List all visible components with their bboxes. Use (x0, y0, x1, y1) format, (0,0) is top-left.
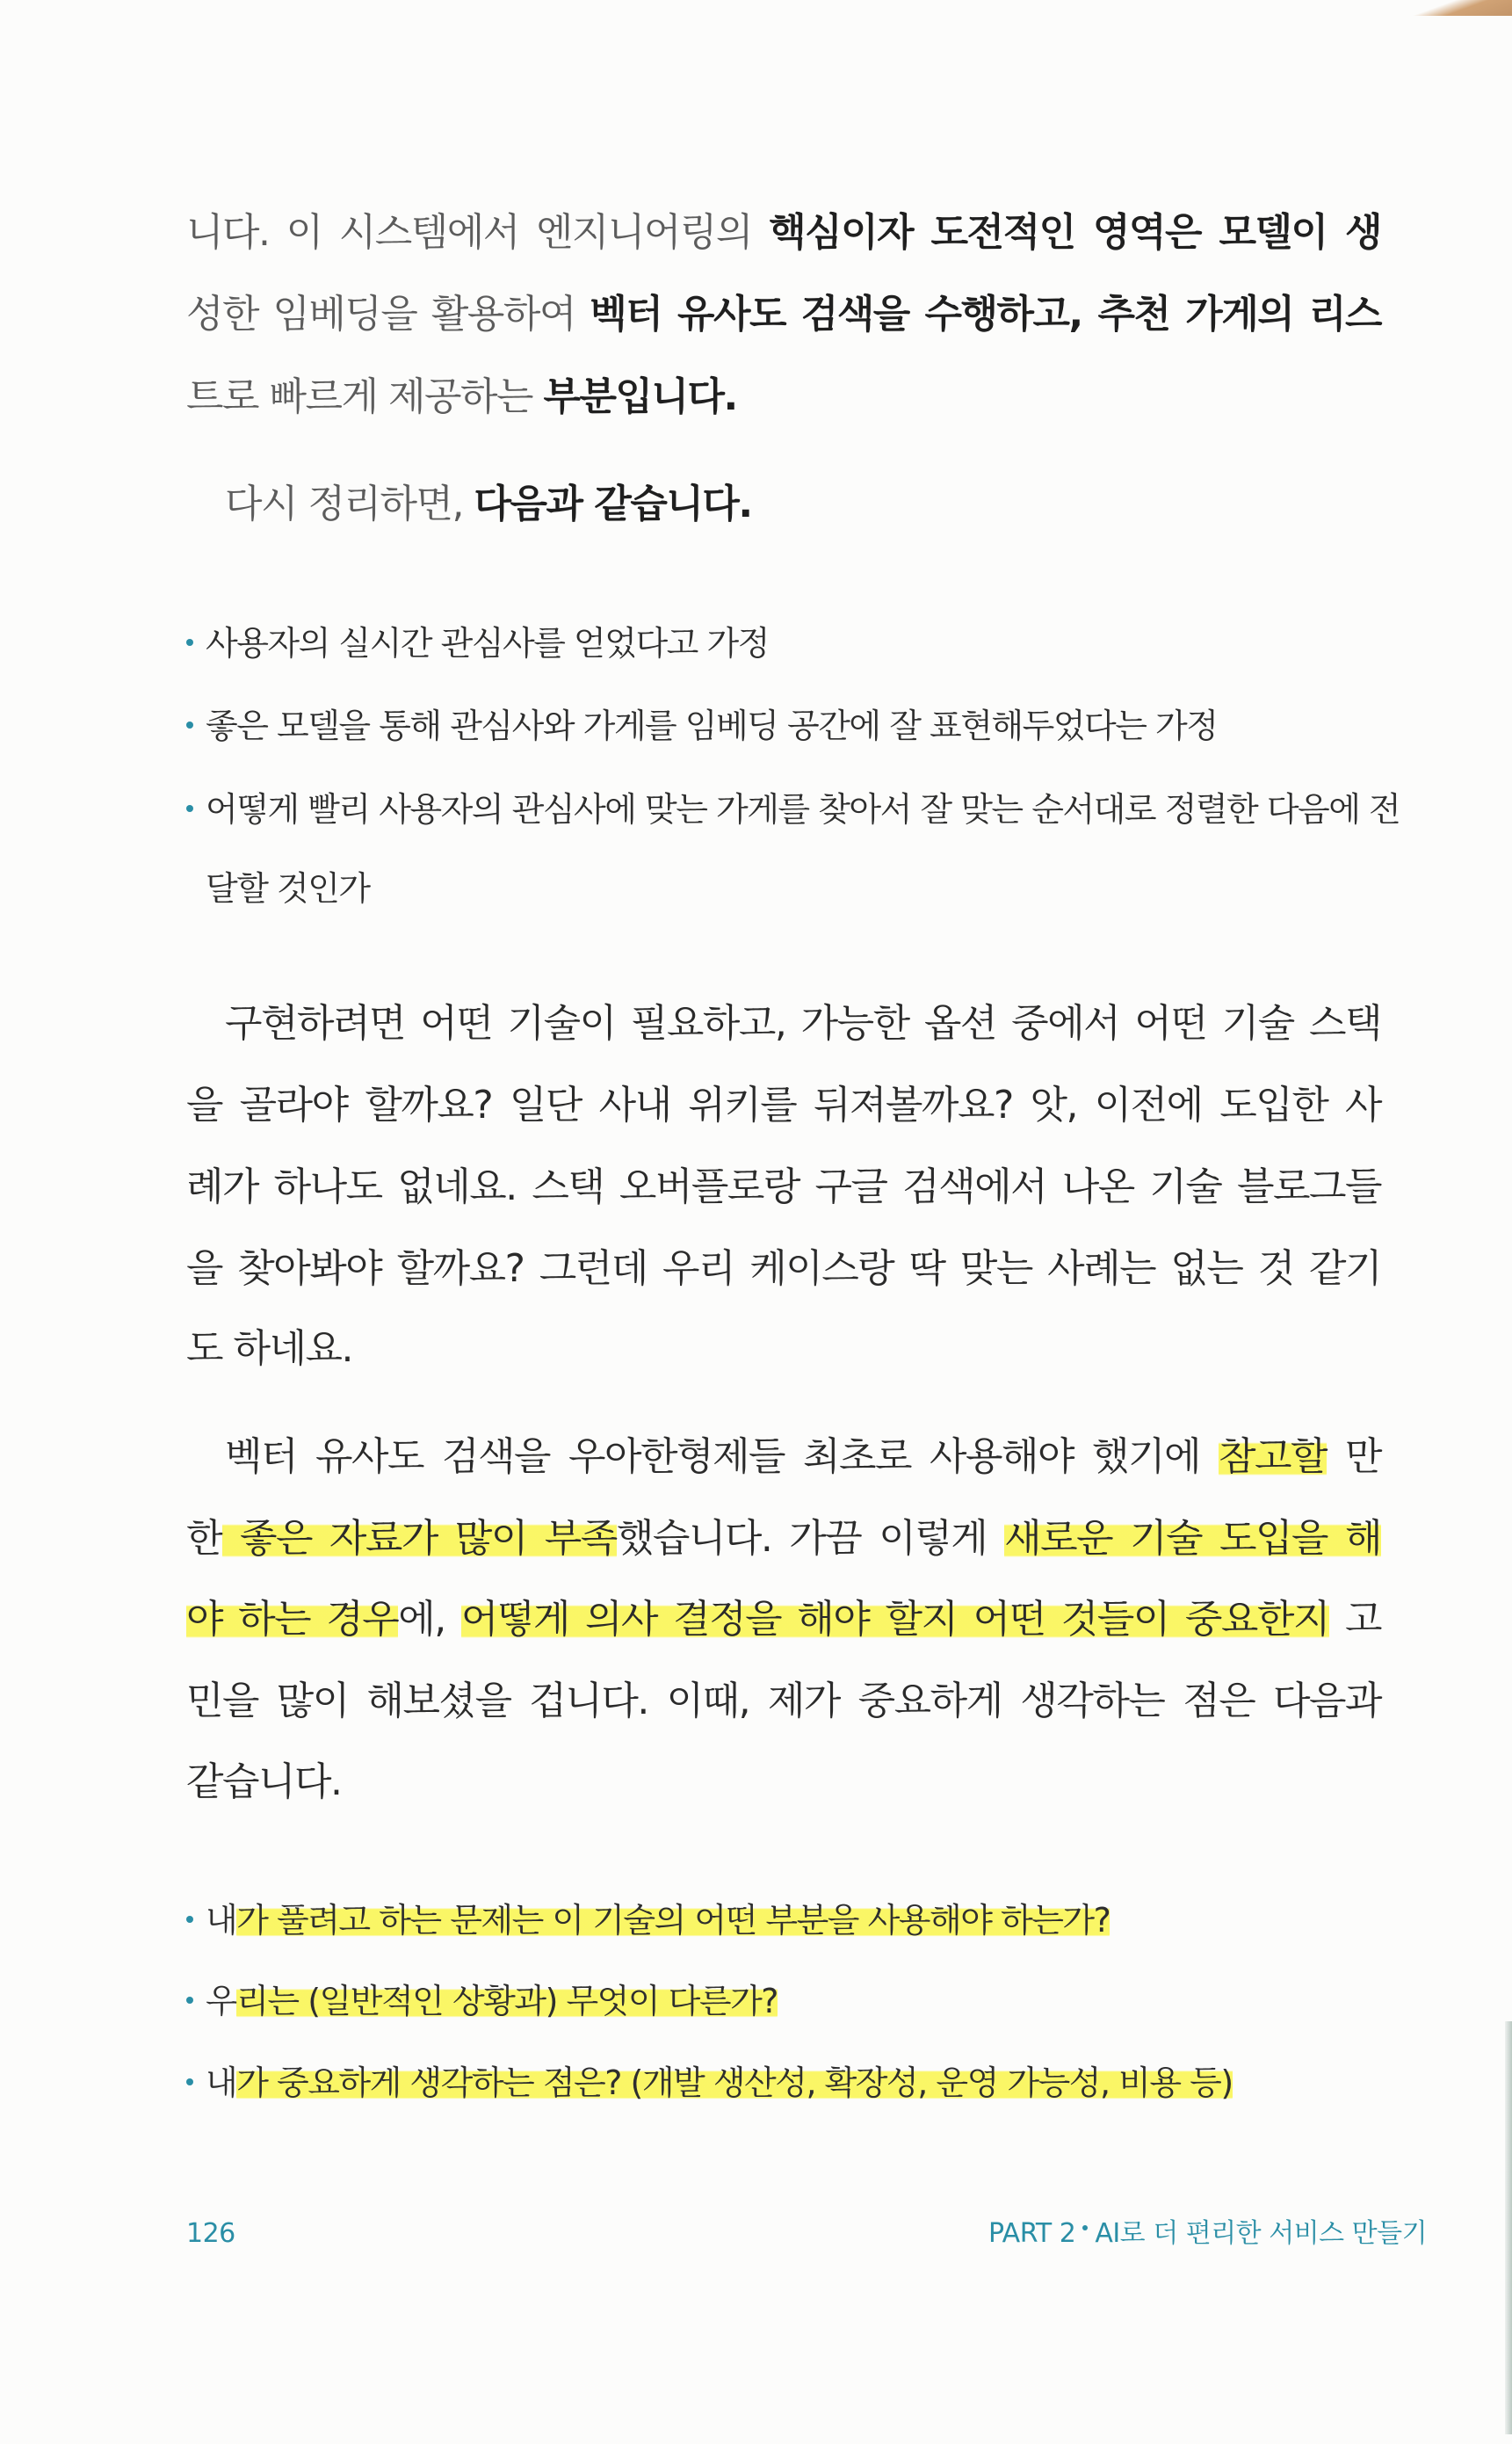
page-corner-shadow (1389, 0, 1512, 16)
page-edge (1505, 2021, 1512, 2434)
paragraph1-line3 (186, 373, 737, 422)
highlighted-text: 새로운 기술 도입을 해 (1004, 1516, 1382, 1561)
paragraph3-line1 (186, 1432, 1381, 1482)
bullet-icon (186, 722, 193, 729)
highlighted-text: 참고할 (1218, 1434, 1327, 1479)
paragraph3-line3 (186, 1595, 1381, 1644)
part-label: PART 2 (988, 2218, 1076, 2249)
assumption-item (186, 621, 769, 665)
bullet-text: 내 (206, 2063, 237, 2102)
chapter-title: AI로 더 편리한 서비스 만들기 (1095, 2218, 1428, 2249)
paragraph2-line2 (186, 1081, 1381, 1130)
bullet-text: 사용자의 실시간 관심사를 얻었다고 가정 (206, 624, 769, 663)
paragraph1-line2 (186, 290, 1381, 339)
paragraph2-line1 (186, 999, 1381, 1048)
separator-dot-icon (1082, 2225, 1088, 2230)
text-span: 도 하네요. (186, 1326, 352, 1371)
text-span: 같습니다. (186, 1759, 342, 1804)
paragraph3-line2 (186, 1514, 1381, 1563)
text-span: 례가 하나도 없네요. 스택 오버플로랑 구글 검색에서 나온 기술 블로그들 (186, 1164, 1381, 1209)
paragraph3-line4 (186, 1677, 1381, 1726)
highlighted-text: 어떻게 의사 결정을 해야 할지 어떤 것들이 중요한지 (460, 1597, 1329, 1642)
highlighted-text: 가 중요하게 생각하는 점은? (개발 생산성, 확장성, 운영 가능성, 비용 등) (236, 2063, 1233, 2102)
text-span: 니다. 이 시스템에서 엔지니어링의 (186, 210, 770, 255)
highlighted-text: 리는 (일반적인 상황과) 무엇이 다른가? (236, 1982, 778, 2020)
highlighted-text: 야 하는 경우 (186, 1597, 399, 1642)
text-span: 구현하려면 어떤 기술이 필요하고, 가능한 옵션 중에서 어떤 기술 스택 (225, 1001, 1381, 1046)
bullet-icon (186, 639, 193, 646)
bullet-text: 우 (206, 1982, 237, 2020)
bullet-icon (186, 805, 193, 812)
assumption-item (186, 787, 1400, 831)
text-span: 했습니다. 가끔 이렇게 (616, 1516, 1005, 1561)
bullet-text: 좋은 모델을 통해 관심사와 가게를 임베딩 공간에 잘 표현해두었다는 가정 (206, 707, 1218, 745)
paragraph2-line4 (186, 1244, 1381, 1294)
text-span: 트로 빠르게 제공하는 (186, 374, 544, 419)
assumption-item-continuation (186, 867, 370, 910)
consideration-item (186, 2061, 1233, 2105)
text-span: 민을 많이 해보셨을 겁니다. 이때, 제가 중요하게 생각하는 점은 다음과 (186, 1679, 1381, 1723)
bullet-text: 달할 것인가 (206, 869, 370, 908)
paragraph2-line5 (186, 1324, 352, 1374)
text-span: 벡터 유사도 검색을 우아한형제들 최초로 사용해야 했기에 (225, 1434, 1219, 1479)
bullet-icon (186, 1997, 193, 2004)
assumption-item (186, 704, 1217, 748)
text-span: 다시 정리하면, (225, 482, 474, 526)
page-number: 126 (186, 2218, 235, 2249)
text-span: 에, (398, 1597, 461, 1642)
bullet-text: 어떻게 빨리 사용자의 관심사에 맞는 가게를 찾아서 잘 맞는 순서대로 정렬한 다음에 전 (206, 790, 1400, 829)
text-span: 고 (1328, 1597, 1381, 1642)
bold-span: 부분입니다. (543, 374, 737, 419)
text-span: 을 찾아봐야 할까요? 그런데 우리 케이스랑 딱 맞는 사례는 없는 것 같기 (186, 1246, 1382, 1291)
bold-span: 벡터 유사도 검색을 수행하고, 추천 가게의 리스 (590, 292, 1381, 337)
bullet-icon (186, 2078, 193, 2085)
text-span: 만 (1327, 1434, 1381, 1479)
paragraph3-line5 (186, 1758, 342, 1807)
highlighted-text: 좋은 자료가 많이 부족 (222, 1516, 617, 1561)
bold-span: 다음과 같습니다. (474, 482, 752, 526)
text-span: 성한 임베딩을 활용하여 (186, 292, 590, 337)
bullet-text: 내 (206, 1901, 237, 1940)
running-footer (988, 2216, 1427, 2252)
paragraph1-line1 (186, 208, 1381, 257)
paragraph2-line3 (186, 1163, 1381, 1212)
bullet-icon (186, 1916, 193, 1923)
consideration-item (186, 1898, 1110, 1942)
highlighted-text: 가 풀려고 하는 문제는 이 기술의 어떤 부분을 사용해야 하는가? (236, 1901, 1110, 1940)
summary-intro (186, 480, 752, 529)
text-span: 을 골라야 할까요? 일단 사내 위키를 뒤져볼까요? 앗, 이전에 도입한 사 (186, 1083, 1381, 1128)
consideration-item (186, 1979, 778, 2023)
text-span: 한 (186, 1516, 223, 1561)
bold-span: 핵심이자 도전적인 영역은 모델이 생 (769, 210, 1381, 255)
